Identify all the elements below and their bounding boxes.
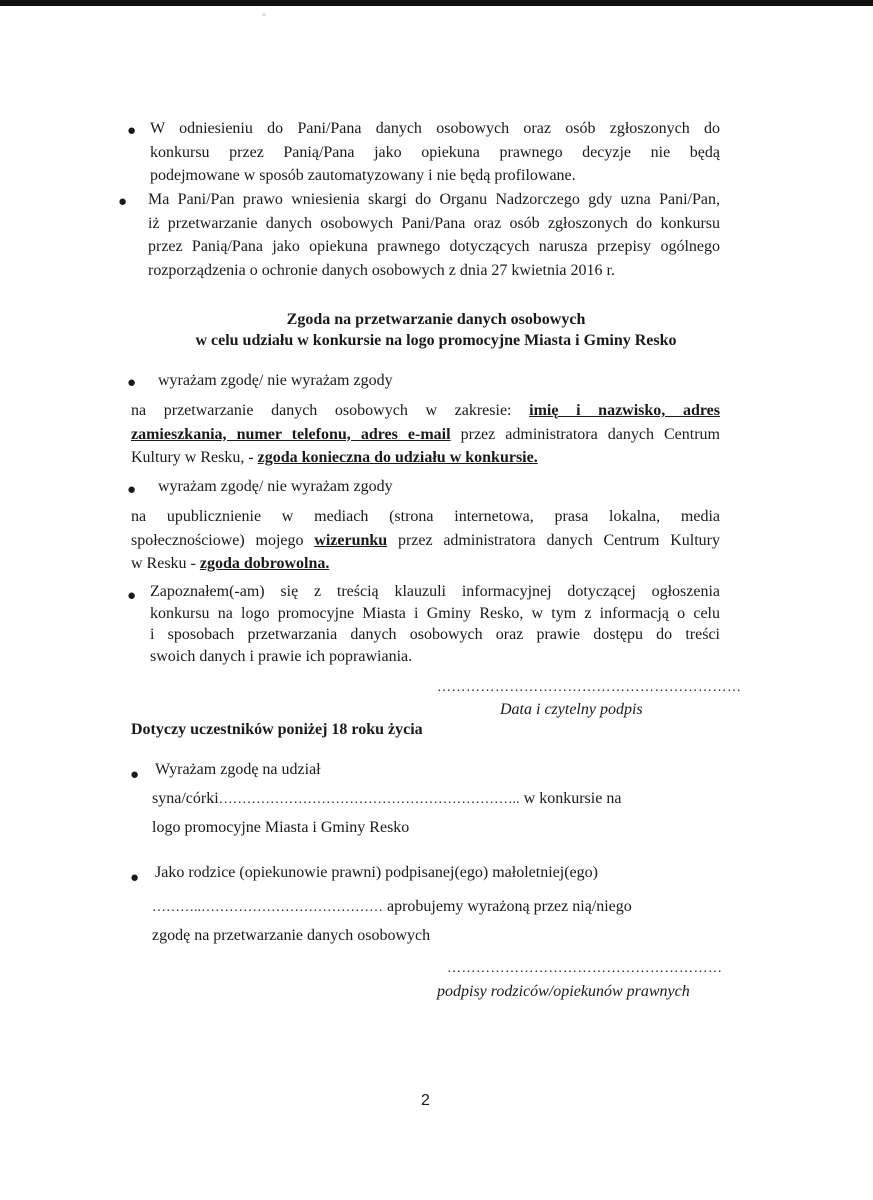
scan-speck: ° xyxy=(262,12,266,23)
info-paragraph-2 xyxy=(148,188,720,282)
ack-line: i sposobach przetwarzania danych osobowych oraz prawie dostępu do treści xyxy=(150,626,720,643)
required-consent-note: zgoda konieczna do udziału w konkursie. xyxy=(257,449,538,466)
bullet-dot: ● xyxy=(118,194,128,210)
consent-title xyxy=(100,309,772,351)
parents-consent-scope: zgodę na przetwarzanie danych osobowych xyxy=(152,927,431,944)
minors-contest-line: logo promocyjne Miasta i Gminy Resko xyxy=(152,819,410,836)
bullet-dot: ● xyxy=(130,767,140,783)
info-line: podejmowane w sposób zautomatyzowany i nie będą profilowane. xyxy=(150,167,576,184)
info-line: rozporządzenia o ochronie danych osobowych z dnia 27 kwietnia 2016 r. xyxy=(148,261,615,279)
consent-title-line: Zgoda na przetwarzanie danych osobowych xyxy=(286,311,586,328)
consent-option-2: wyrażam zgodę/ nie wyrażam zgody xyxy=(158,478,393,495)
minors-consent-line: Wyrażam zgodę na udział xyxy=(155,761,321,778)
image-emphasis: wizerunku xyxy=(314,531,388,549)
consent-line: w Resku - zgoda dobrowolna. xyxy=(131,555,330,572)
parents-signature-line: ………………………………………………… xyxy=(447,961,723,976)
parents-consent-line: Jako rodzice (opiekunowie prawni) podpisanej(ego) małoletniej(ego) xyxy=(155,864,598,881)
consent-line: zamieszkania, numer telefonu, adres e-mail przez administratora danych Centrum xyxy=(131,425,720,443)
bullet-dot: ● xyxy=(130,870,140,886)
consent-line: na upublicznienie w mediach (strona internetowa, prasa lokalna, media xyxy=(131,508,720,525)
scan-edge xyxy=(0,0,873,6)
info-line: konkursu przez Panią/Pana jako opiekuna prawnego decyzje nie będą xyxy=(150,143,720,161)
parents-name-field[interactable]: ………..………………………………… xyxy=(152,900,383,915)
consent-line: społecznościowe) mojego wizerunku przez administratora danych Centrum Kultury xyxy=(131,531,721,549)
consent-text-2 xyxy=(131,505,720,576)
ack-line: Zapoznałem(-am) się z treścią klauzuli informacyjnej dotyczącej ogłoszenia xyxy=(150,583,720,600)
info-paragraph-1 xyxy=(150,117,720,188)
consent-title-line: w celu udziału w konkursie na logo promocyjne Miasta i Gminy Resko xyxy=(195,332,677,349)
data-scope-emphasis: imię i nazwisko, adres xyxy=(529,402,720,419)
consent-line: na przetwarzanie danych osobowych w zakresie: imię i nazwisko, adres xyxy=(131,402,720,419)
info-line: iż przetwarzanie danych osobowych Pani/Pana oraz osób zgłoszonych do konkursu xyxy=(148,214,720,232)
ack-line: konkursu na logo promocyjne Miasta i Gminy Resko, w tym z informacją o celu xyxy=(150,604,720,622)
bullet-dot: ● xyxy=(127,123,137,139)
consent-line: Kultury w Resku, - zgoda konieczna do udziału w konkursie. xyxy=(131,449,538,466)
page-number: 2 xyxy=(421,1092,430,1109)
consent-option-1: wyrażam zgodę/ nie wyrażam zgody xyxy=(158,372,393,389)
minors-child-name-line: syna/córki……………………………………………………….. w konkursie na xyxy=(152,790,622,807)
info-line: W odniesieniu do Pani/Pana danych osobowych oraz osób zgłoszonych do xyxy=(150,120,720,137)
signature-line: ……………………………………………………… xyxy=(437,680,742,695)
info-line: Ma Pani/Pan prawo wniesienia skargi do Organu Nadzorczego gdy uzna Pani/Pan, xyxy=(148,191,720,208)
parents-name-line: ………..………………………………… aprobujemy wyrażoną przez nią/niego xyxy=(152,898,632,915)
voluntary-consent-note: zgoda dobrowolna. xyxy=(199,555,330,572)
ack-line: swoich danych i prawie ich poprawiania. xyxy=(150,647,413,665)
signature-label: Data i czytelny podpis xyxy=(500,701,643,718)
bullet-dot: ● xyxy=(127,375,137,391)
parents-signature-label: podpisy rodziców/opiekunów prawnych xyxy=(437,983,690,1000)
consent-text-1 xyxy=(131,399,720,470)
data-scope-emphasis: zamieszkania, numer telefonu, adres e-mail xyxy=(131,425,451,443)
bullet-dot: ● xyxy=(127,482,137,498)
minors-heading: Dotyczy uczestników poniżej 18 roku życia xyxy=(131,721,423,738)
child-name-field[interactable]: ……………………………………………………….. xyxy=(218,792,520,807)
acknowledgement-paragraph xyxy=(150,581,720,667)
bullet-dot: ● xyxy=(127,588,137,604)
info-line: przez Panią/Pana jako opiekuna prawnego dotyczących narusza przepisy ogólnego xyxy=(148,238,720,255)
